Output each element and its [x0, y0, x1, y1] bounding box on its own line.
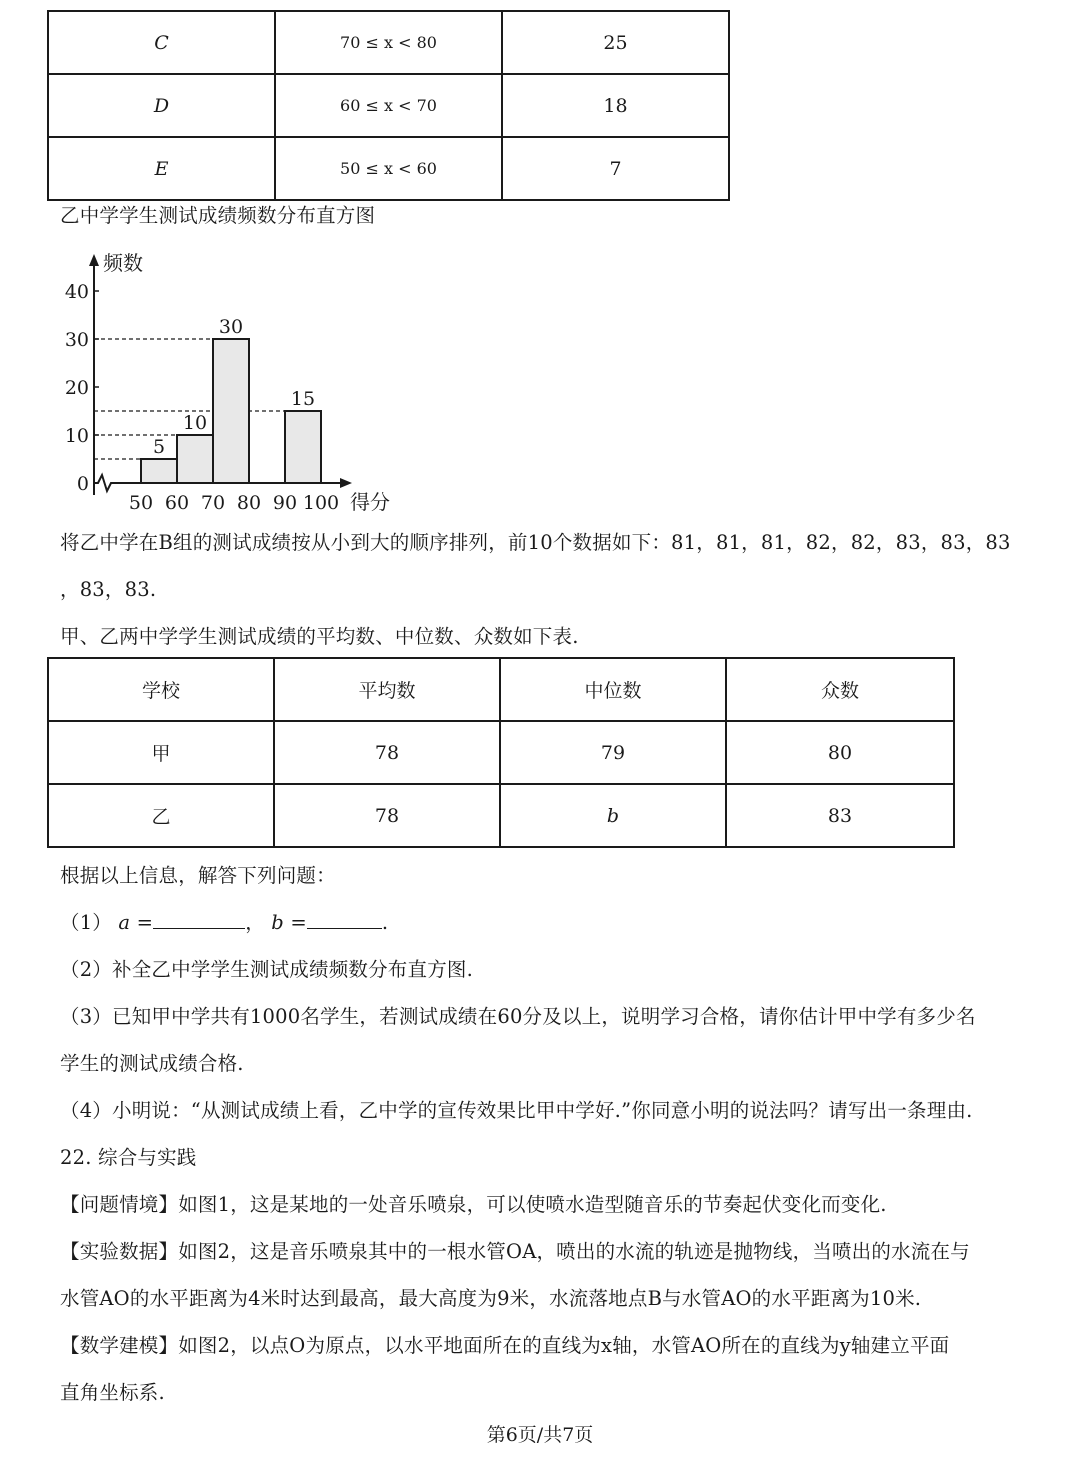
question-3-line1: （3）已知甲中学共有1000名学生，若测试成绩在60分及以上，说明学习合格，请你估计甲中学有多少名 [60, 1005, 976, 1028]
q1-end: . [381, 911, 389, 934]
x-tick-label: 90 [272, 492, 298, 514]
table-row [48, 11, 729, 74]
page-footer: 第6页/共7页 [486, 1424, 594, 1446]
range-cell: 70 ≤ x < 80 [275, 11, 502, 74]
q1-number: （1） [60, 911, 113, 934]
b-group-paragraph-cont: ，83，83. [60, 578, 157, 601]
q1-separator: ， [245, 911, 265, 934]
q1-a-blank[interactable] [153, 910, 245, 929]
count-cell: 25 [502, 11, 729, 74]
histogram-bar [177, 435, 213, 483]
questions-intro: 根据以上信息，解答下列问题： [60, 864, 336, 887]
table-header-row [48, 658, 954, 721]
group-cell: D [48, 74, 275, 137]
y-tick-label: 0 [76, 473, 89, 495]
histogram-bar [141, 459, 177, 483]
bar-value-label: 5 [152, 436, 166, 458]
q1-a-label: a = [118, 911, 154, 934]
range-cell: 60 ≤ x < 70 [275, 74, 502, 137]
histogram-title: 乙中学学生测试成绩频数分布直方图 [60, 204, 376, 227]
q22-experiment-data-line1: 【实验数据】如图2，这是音乐喷泉其中的一根水管OA，喷出的水流的轨迹是抛物线，当喷出的水流在与 [60, 1240, 970, 1263]
table2-intro: 甲、乙两中学学生测试成绩的平均数、中位数、众数如下表. [60, 625, 579, 648]
school-cell: 甲 [48, 721, 274, 784]
histogram-chart [60, 248, 400, 518]
question-4: （4）小明说：“从测试成绩上看，乙中学的宣传效果比甲中学好.”你同意小明的说法吗？请写出一条理由. [60, 1099, 973, 1122]
count-cell: 18 [502, 74, 729, 137]
y-axis-arrow-icon [89, 254, 99, 266]
table-row [48, 721, 954, 784]
y-tick-label: 30 [64, 329, 89, 351]
table-header-cell: 众数 [726, 658, 954, 721]
mean-cell: 78 [274, 721, 500, 784]
table-header-cell: 平均数 [274, 658, 500, 721]
median-cell: b [500, 784, 726, 847]
frequency-table [47, 10, 730, 201]
b-group-paragraph: 将乙中学在B组的测试成绩按从小到大的顺序排列，前10个数据如下：81，81，81，82，82，83，83，83 [60, 531, 1011, 554]
y-axis-label: 频数 [103, 251, 143, 275]
table-row [48, 784, 954, 847]
table-header-cell: 中位数 [500, 658, 726, 721]
histogram-bar [213, 339, 249, 483]
x-tick-label: 60 [164, 492, 190, 514]
group-cell: C [48, 11, 275, 74]
mode-cell: 83 [726, 784, 954, 847]
mean-cell: 78 [274, 784, 500, 847]
count-cell: 7 [502, 137, 729, 200]
histogram-bar [285, 411, 321, 483]
question-2: （2）补全乙中学学生测试成绩频数分布直方图. [60, 958, 474, 981]
q22-title: 22. 综合与实践 [60, 1146, 197, 1169]
q22-modeling-line2: 直角坐标系. [60, 1381, 165, 1404]
y-tick-label: 10 [64, 425, 89, 447]
x-tick-label: 100 [302, 492, 340, 514]
q22-experiment-data-line2: 水管AO的水平距离为4米时达到最高，最大高度为9米，水流落地点B与水管AO的水平距离为10米. [60, 1287, 922, 1310]
bar-value-label: 10 [182, 412, 208, 434]
x-axis-arrow-icon [340, 478, 352, 488]
q1-b-label: b = [271, 911, 307, 934]
median-cell: 79 [500, 721, 726, 784]
table-header-cell: 学校 [48, 658, 274, 721]
table-row [48, 137, 729, 200]
x-tick-label: 80 [236, 492, 262, 514]
table-row [48, 74, 729, 137]
q22-problem-situation: 【问题情境】如图1，这是某地的一处音乐喷泉，可以使喷水造型随音乐的节奏起伏变化而变化. [60, 1193, 887, 1216]
y-tick-label: 40 [64, 281, 89, 303]
stats-table [47, 657, 955, 848]
bar-value-label: 30 [218, 316, 244, 338]
group-cell: E [48, 137, 275, 200]
mode-cell: 80 [726, 721, 954, 784]
y-tick-label: 20 [64, 377, 89, 399]
q1-b-blank[interactable] [307, 910, 382, 929]
q22-modeling-line1: 【数学建模】如图2，以点O为原点，以水平地面所在的直线为x轴，水管AO所在的直线为y轴建立平面 [60, 1334, 950, 1357]
x-tick-label: 50 [128, 492, 154, 514]
question-1 [60, 907, 388, 935]
x-tick-label: 70 [200, 492, 226, 514]
school-cell: 乙 [48, 784, 274, 847]
x-axis-label: 得分 [350, 490, 390, 514]
bar-value-label: 15 [290, 388, 316, 410]
range-cell: 50 ≤ x < 60 [275, 137, 502, 200]
question-3-line2: 学生的测试成绩合格. [60, 1052, 244, 1075]
